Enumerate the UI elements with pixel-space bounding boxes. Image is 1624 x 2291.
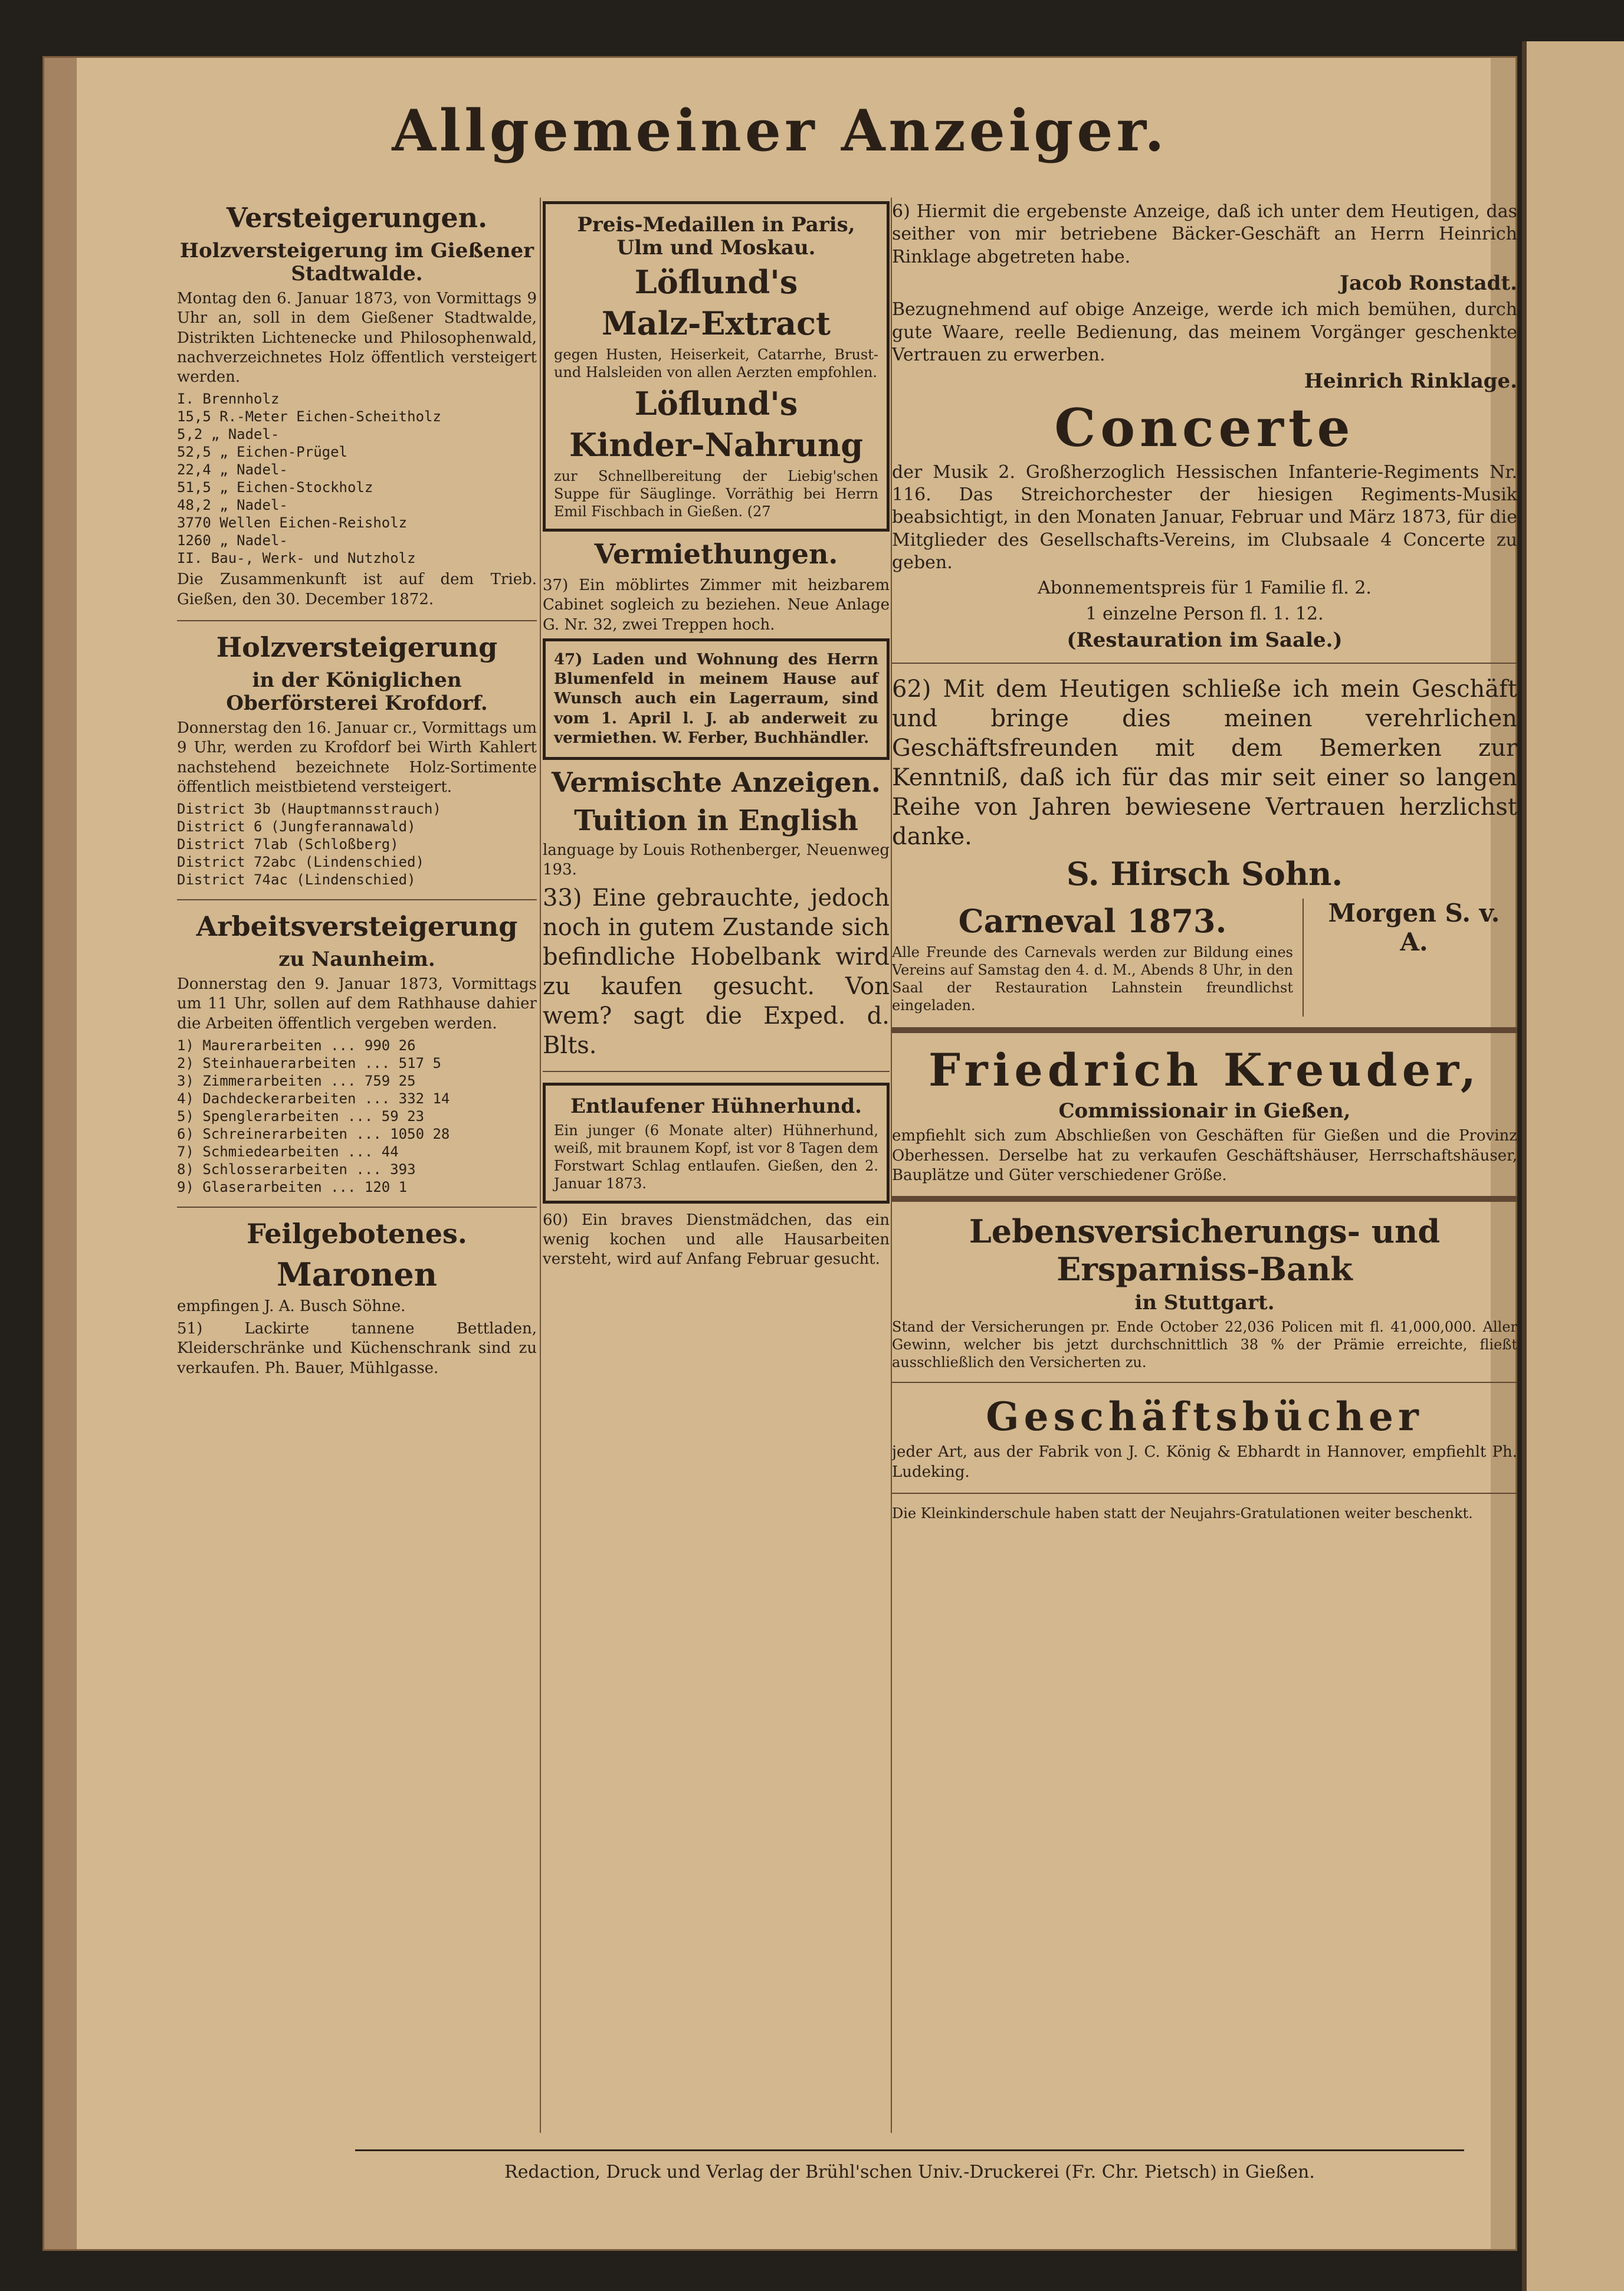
notice-box	[543, 638, 890, 760]
ad-row	[892, 899, 1517, 1017]
ad-title: Carneval 1873.	[958, 902, 1227, 940]
ad-title: Morgen S. v. A.	[1328, 899, 1500, 957]
divider	[177, 899, 537, 900]
masthead: Allgemeiner Anzeiger.	[392, 97, 1168, 164]
ad-title: Friedrich Kreuder,	[928, 1044, 1481, 1097]
section-title: Arbeitsversteigerung	[196, 910, 518, 943]
middle-column	[543, 198, 890, 2133]
notice-title: zu Naunheim.	[278, 947, 435, 971]
section-title: Vermiethungen.	[594, 538, 838, 571]
section-title: Versteigerungen.	[226, 202, 488, 234]
notice-text: Donnerstag den 16. Januar cr., Vormittags um 9 Uhr, werden zu Krofdorf bei Wirth Kahlert nachstehend bezeichnete Holz-Sortimente öffentlich meistbietend versteigert.	[177, 719, 537, 796]
concert-price: 1 einzelne Person fl. 1. 12.	[1085, 603, 1324, 624]
side-ad	[1303, 899, 1517, 1017]
bank-title: Lebensversicherungs- und Ersparniss-Bank	[969, 1212, 1441, 1289]
divider	[177, 1207, 537, 1208]
ad-text: Alle Freunde des Carnevals werden zur Bildung eines Vereins auf Samstag den 4. d. M., Abends 8 Uhr, in den Saal der Restauration Lahnstein freundlichst eingeladen.	[892, 944, 1293, 1014]
notice-text: Bezugnehmend auf obige Anzeige, werde ich mich bemühen, durch gute Waare, reelle Bedienung, das meinem Vorgänger geschenkte Vertrauen zu erwerben.	[892, 299, 1517, 366]
notice-title: Entlaufener Hühnerhund.	[570, 1094, 862, 1118]
lost-dog-box	[543, 1083, 890, 1204]
column-divider	[540, 198, 541, 2133]
concert-text: der Musik 2. Großherzoglich Hessischen Infanterie-Regiments Nr. 116. Das Streichorchester der hiesigen Regiments-Musik beabsichtigt, in den Monaten Januar, Februar und März 1873, für die Mitglieder des Gesellschafts-Vereins, im Clubsaale 4 Concerte zu geben.	[892, 461, 1517, 573]
signature: Heinrich Rinklage.	[1304, 369, 1517, 394]
concert-note: (Restauration im Saale.)	[1067, 628, 1343, 653]
left-column	[177, 198, 537, 2133]
notice-text: Donnerstag den 9. Januar 1873, Vormittags um 11 Uhr, sollen auf dem Rathhause dahier die Arbeiten öffentlich vergeben werden.	[177, 975, 537, 1033]
ad-text: empfiehlt sich zum Abschließen von Geschäften für Gießen und die Provinz Oberhessen. Derselbe hat zu verkaufen Geschäftshäuser, Herrschaftshäuser, Bauplätze und Güter verschiedener Größe.	[892, 1127, 1517, 1184]
ad-text: language by Louis Rothenberger, Neuenweg 193.	[543, 841, 890, 879]
advertisement-box	[543, 201, 890, 532]
signature: Jacob Ronstadt.	[1340, 271, 1517, 296]
work-list: 1) Maurerarbeiten ... 990 26 2) Steinhauerarbeiten ... 517 5 3) Zimmerarbeiten ... 759 25 4) Dachdeckerarbeiten ... 332 14 5) Spenglerarbeiten ... 59 23 6) Schreinerarbeiten ... 1050 28 7) Schmiedearbeiten ... 44 8) Schlosserarbeiten ... 393 9) Glaserarbeiten ... 120 1	[177, 1037, 450, 1195]
binding-shadow	[42, 56, 77, 2251]
ad-product: Kinder-Nahrung	[569, 426, 864, 464]
notice-text: 37) Ein möblirtes Zimmer mit heizbarem Cabinet sogleich zu beziehen. Neue Anlage G. Nr. 32, zwei Treppen hoch.	[543, 576, 890, 634]
concert-price: Abonnementspreis für 1 Familie fl. 2.	[1038, 578, 1372, 599]
notice-text: Die Kleinkinderschule haben statt der Neujahrs-Gratulationen weiter beschenkt.	[892, 1505, 1473, 1522]
facing-page-margin	[1522, 41, 1624, 2291]
notice-text: Montag den 6. Januar 1873, von Vormittags 9 Uhr an, soll in dem Gießener Stadtwalde, Distrikten Lichtenecke und Philosophenwald, nachverzeichnetes Holz öffentlich versteigert werden.	[177, 290, 537, 386]
ad-product: Malz-Extract	[602, 304, 831, 343]
bank-city: in Stuttgart.	[1134, 1291, 1275, 1315]
divider	[892, 1382, 1517, 1383]
right-column	[892, 198, 1517, 2133]
divider	[177, 620, 537, 621]
section-title: Holzversteigerung	[216, 631, 498, 663]
ad-title: Geschäftsbücher	[986, 1394, 1423, 1440]
section-title: Vermischte Anzeigen.	[552, 766, 881, 799]
ad-title: Maronen	[276, 1255, 438, 1293]
district-list: District 3b (Hauptmannsstrauch) District 6 (Jungferannawald) District 7lab (Schloßberg) District 72abc (Lindenschied) District 74ac (Lindenschied)	[177, 801, 441, 889]
divider	[892, 663, 1517, 664]
heavy-divider	[892, 1027, 1517, 1033]
notice-text: 60) Ein braves Dienstmädchen, das ein wenig kochen und alle Hausarbeiten versteht, wird auf Anfang Februar gesucht.	[543, 1211, 890, 1269]
ad-subtitle: Commissionair in Gießen,	[1058, 1099, 1351, 1123]
ad-text: empfingen J. A. Busch Söhne.	[177, 1297, 406, 1315]
ad-title: Tuition in English	[574, 804, 858, 838]
notice-text: Ein junger (6 Monate alter) Hühnerhund, weiß, mit braunem Kopf, ist vor 8 Tagen dem Forstwart Schlag entlaufen. Gießen, den 2. Januar 1873.	[554, 1122, 878, 1192]
ad-product: Löflund's	[634, 385, 798, 423]
ad-text: gegen Husten, Heiserkeit, Catarrhe, Brust- und Halsleiden von allen Aerzten empfohlen.	[554, 346, 878, 381]
section-title: Feilgebotenes.	[247, 1217, 467, 1250]
heavy-divider	[892, 1196, 1517, 1202]
publisher-footer: Redaction, Druck und Verlag der Brühl'schen Univ.-Druckerei (Fr. Chr. Pietsch) in Gießen.	[355, 2149, 1464, 2182]
ad-text: jeder Art, aus der Fabrik von J. C. König & Ebhardt in Hannover, empfiehlt Ph. Ludeking.	[892, 1443, 1517, 1481]
notice-title: in der Königlichen Oberförsterei Krofdorf.	[226, 668, 488, 715]
notice-title: Holzversteigerung im Gießener Stadtwalde.	[179, 238, 534, 286]
bank-text: Stand der Versicherungen pr. Ende October 22,036 Policen mit fl. 41,000,000. Aller Gewinn, welcher bis jetzt durchschnittlich 38 % der Prämie erreichte, fließt ausschließlich den Versicherten zu.	[892, 1319, 1517, 1371]
divider	[892, 1493, 1517, 1494]
ad-text: zur Schnellbereitung der Liebig'schen Suppe für Säuglinge. Vorräthig bei Herrn Emil Fischbach in Gießen. (27	[554, 468, 878, 520]
notice-text: 6) Hiermit die ergebenste Anzeige, daß ich unter dem Heutigen, das seither von mir betriebene Bäcker-Geschäft an Herrn Heinrich Rinklage abgetreten habe.	[892, 201, 1517, 267]
notice-text: 33) Eine gebrauchte, jedoch noch in gutem Zustande sich befindliche Hobelbank wird zu kaufen gesucht. Von wem? sagt die Exped. d. Blts.	[543, 884, 890, 1059]
ad-heading: Preis-Medaillen in Paris, Ulm und Moskau.	[577, 213, 855, 260]
carnival-ad	[892, 899, 1293, 1017]
concert-title: Concerte	[1054, 396, 1355, 458]
signature: S. Hirsch Sohn.	[1066, 855, 1343, 893]
notice-text: 47) Laden und Wohnung des Herrn Blumenfeld in meinem Hause auf Wunsch auch ein Lagerraum, sind vom 1. April l. J. ab anderweit zu vermiethen. W. Ferber, Buchhändler.	[554, 650, 878, 747]
notice-text: Die Zusammenkunft ist auf dem Trieb. Gießen, den 30. December 1872.	[177, 571, 537, 608]
newspaper-page	[42, 56, 1517, 2251]
ad-text: 51) Lackirte tannene Bettladen, Kleiderschränke und Küchenschrank sind zu verkaufen. Ph. Bauer, Mühlgasse.	[177, 1320, 537, 1377]
notice-text: 62) Mit dem Heutigen schließe ich mein Geschäft und bringe dies meinen verehrlichen Geschäftsfreunden mit dem Bemerken zur Kenntniß, daß ich für das mir seit einer so langen Reihe von Jahren bewiesene Vertrauen herzlichst danke.	[892, 676, 1517, 851]
ad-product: Löflund's	[634, 263, 798, 301]
divider	[543, 1071, 890, 1072]
timber-list: I. Brennholz 15,5 R.-Meter Eichen-Scheitholz 5,2 „ Nadel- 52,5 „ Eichen-Prügel 22,4 „ Nadel- 51,5 „ Eichen-Stockholz 48,2 „ Nadel- 3770 Wellen Eichen-Reisholz 1260 „ Nadel- II. Bau-, Werk- und Nutzholz	[177, 391, 441, 567]
